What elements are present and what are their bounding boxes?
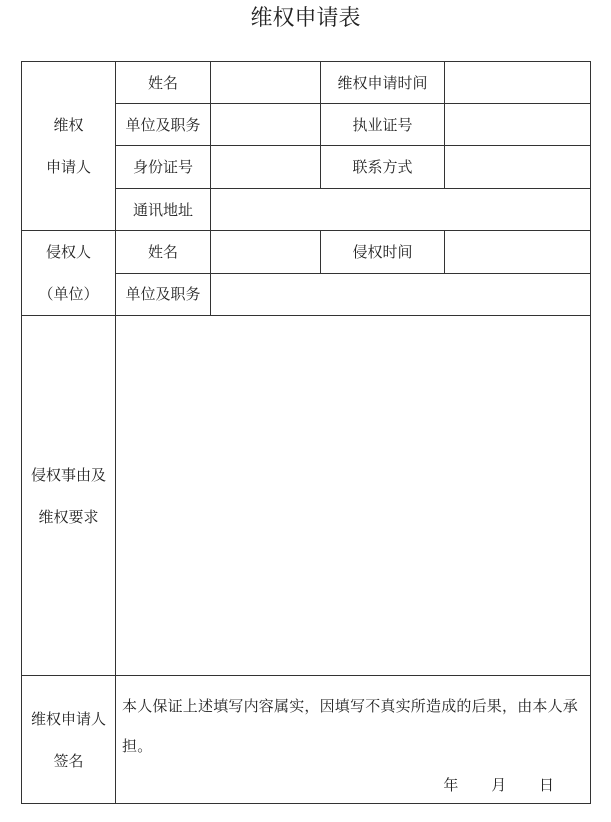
infringer-unit-position-label: 单位及职务 (116, 273, 211, 316)
infringer-name-field[interactable] (211, 231, 321, 274)
applicant-row-1 (22, 62, 591, 104)
infringer-group-line2: （单位） (38, 285, 99, 303)
infringer-group-line1: 侵权人 (45, 243, 91, 261)
applicant-id-label: 身份证号 (116, 146, 211, 189)
applicant-group-label (22, 62, 116, 231)
reason-field[interactable] (116, 316, 591, 676)
applicant-id-field[interactable] (211, 146, 321, 189)
date-year: 年 (443, 776, 459, 794)
infringer-row-1 (22, 231, 591, 274)
applicant-name-label: 姓名 (116, 62, 211, 104)
applicant-group-line2: 申请人 (45, 158, 91, 176)
infringer-unit-position-field[interactable] (211, 273, 591, 316)
date-day: 日 (538, 776, 554, 794)
signature-date (415, 775, 554, 795)
applicant-request-time-field[interactable] (445, 62, 591, 104)
applicant-address-field[interactable] (211, 189, 591, 231)
page-title: 维权申请表 (250, 6, 361, 31)
reason-line2: 维权要求 (38, 507, 99, 526)
applicant-unit-position-label: 单位及职务 (116, 104, 211, 146)
signature-row (22, 676, 591, 804)
date-month: 月 (491, 776, 507, 794)
signature-line2: 签名 (53, 751, 84, 770)
infringer-name-label: 姓名 (116, 231, 211, 274)
declaration-statement: 本人保证上述填写内容属实，因填写不真实所造成的后果，由本人承担。 (122, 697, 579, 755)
reason-label (22, 316, 116, 676)
applicant-license-label: 执业证号 (321, 104, 445, 146)
applicant-unit-position-field[interactable] (211, 104, 321, 146)
applicant-contact-field[interactable] (445, 146, 591, 189)
rights-application-form (21, 61, 591, 804)
signature-field[interactable] (116, 676, 591, 804)
applicant-name-field[interactable] (211, 62, 321, 104)
applicant-group-line1: 维权 (53, 116, 84, 134)
infringer-group-label (22, 231, 116, 316)
applicant-license-field[interactable] (445, 104, 591, 146)
applicant-request-time-label: 维权申请时间 (321, 62, 445, 104)
applicant-contact-label: 联系方式 (321, 146, 445, 189)
infringer-time-field[interactable] (445, 231, 591, 274)
signature-label (22, 676, 116, 804)
reason-line1: 侵权事由及 (30, 465, 106, 484)
signature-line1: 维权申请人 (30, 709, 106, 728)
infringer-time-label: 侵权时间 (321, 231, 445, 274)
reason-row (22, 316, 591, 676)
applicant-address-label: 通讯地址 (116, 189, 211, 231)
